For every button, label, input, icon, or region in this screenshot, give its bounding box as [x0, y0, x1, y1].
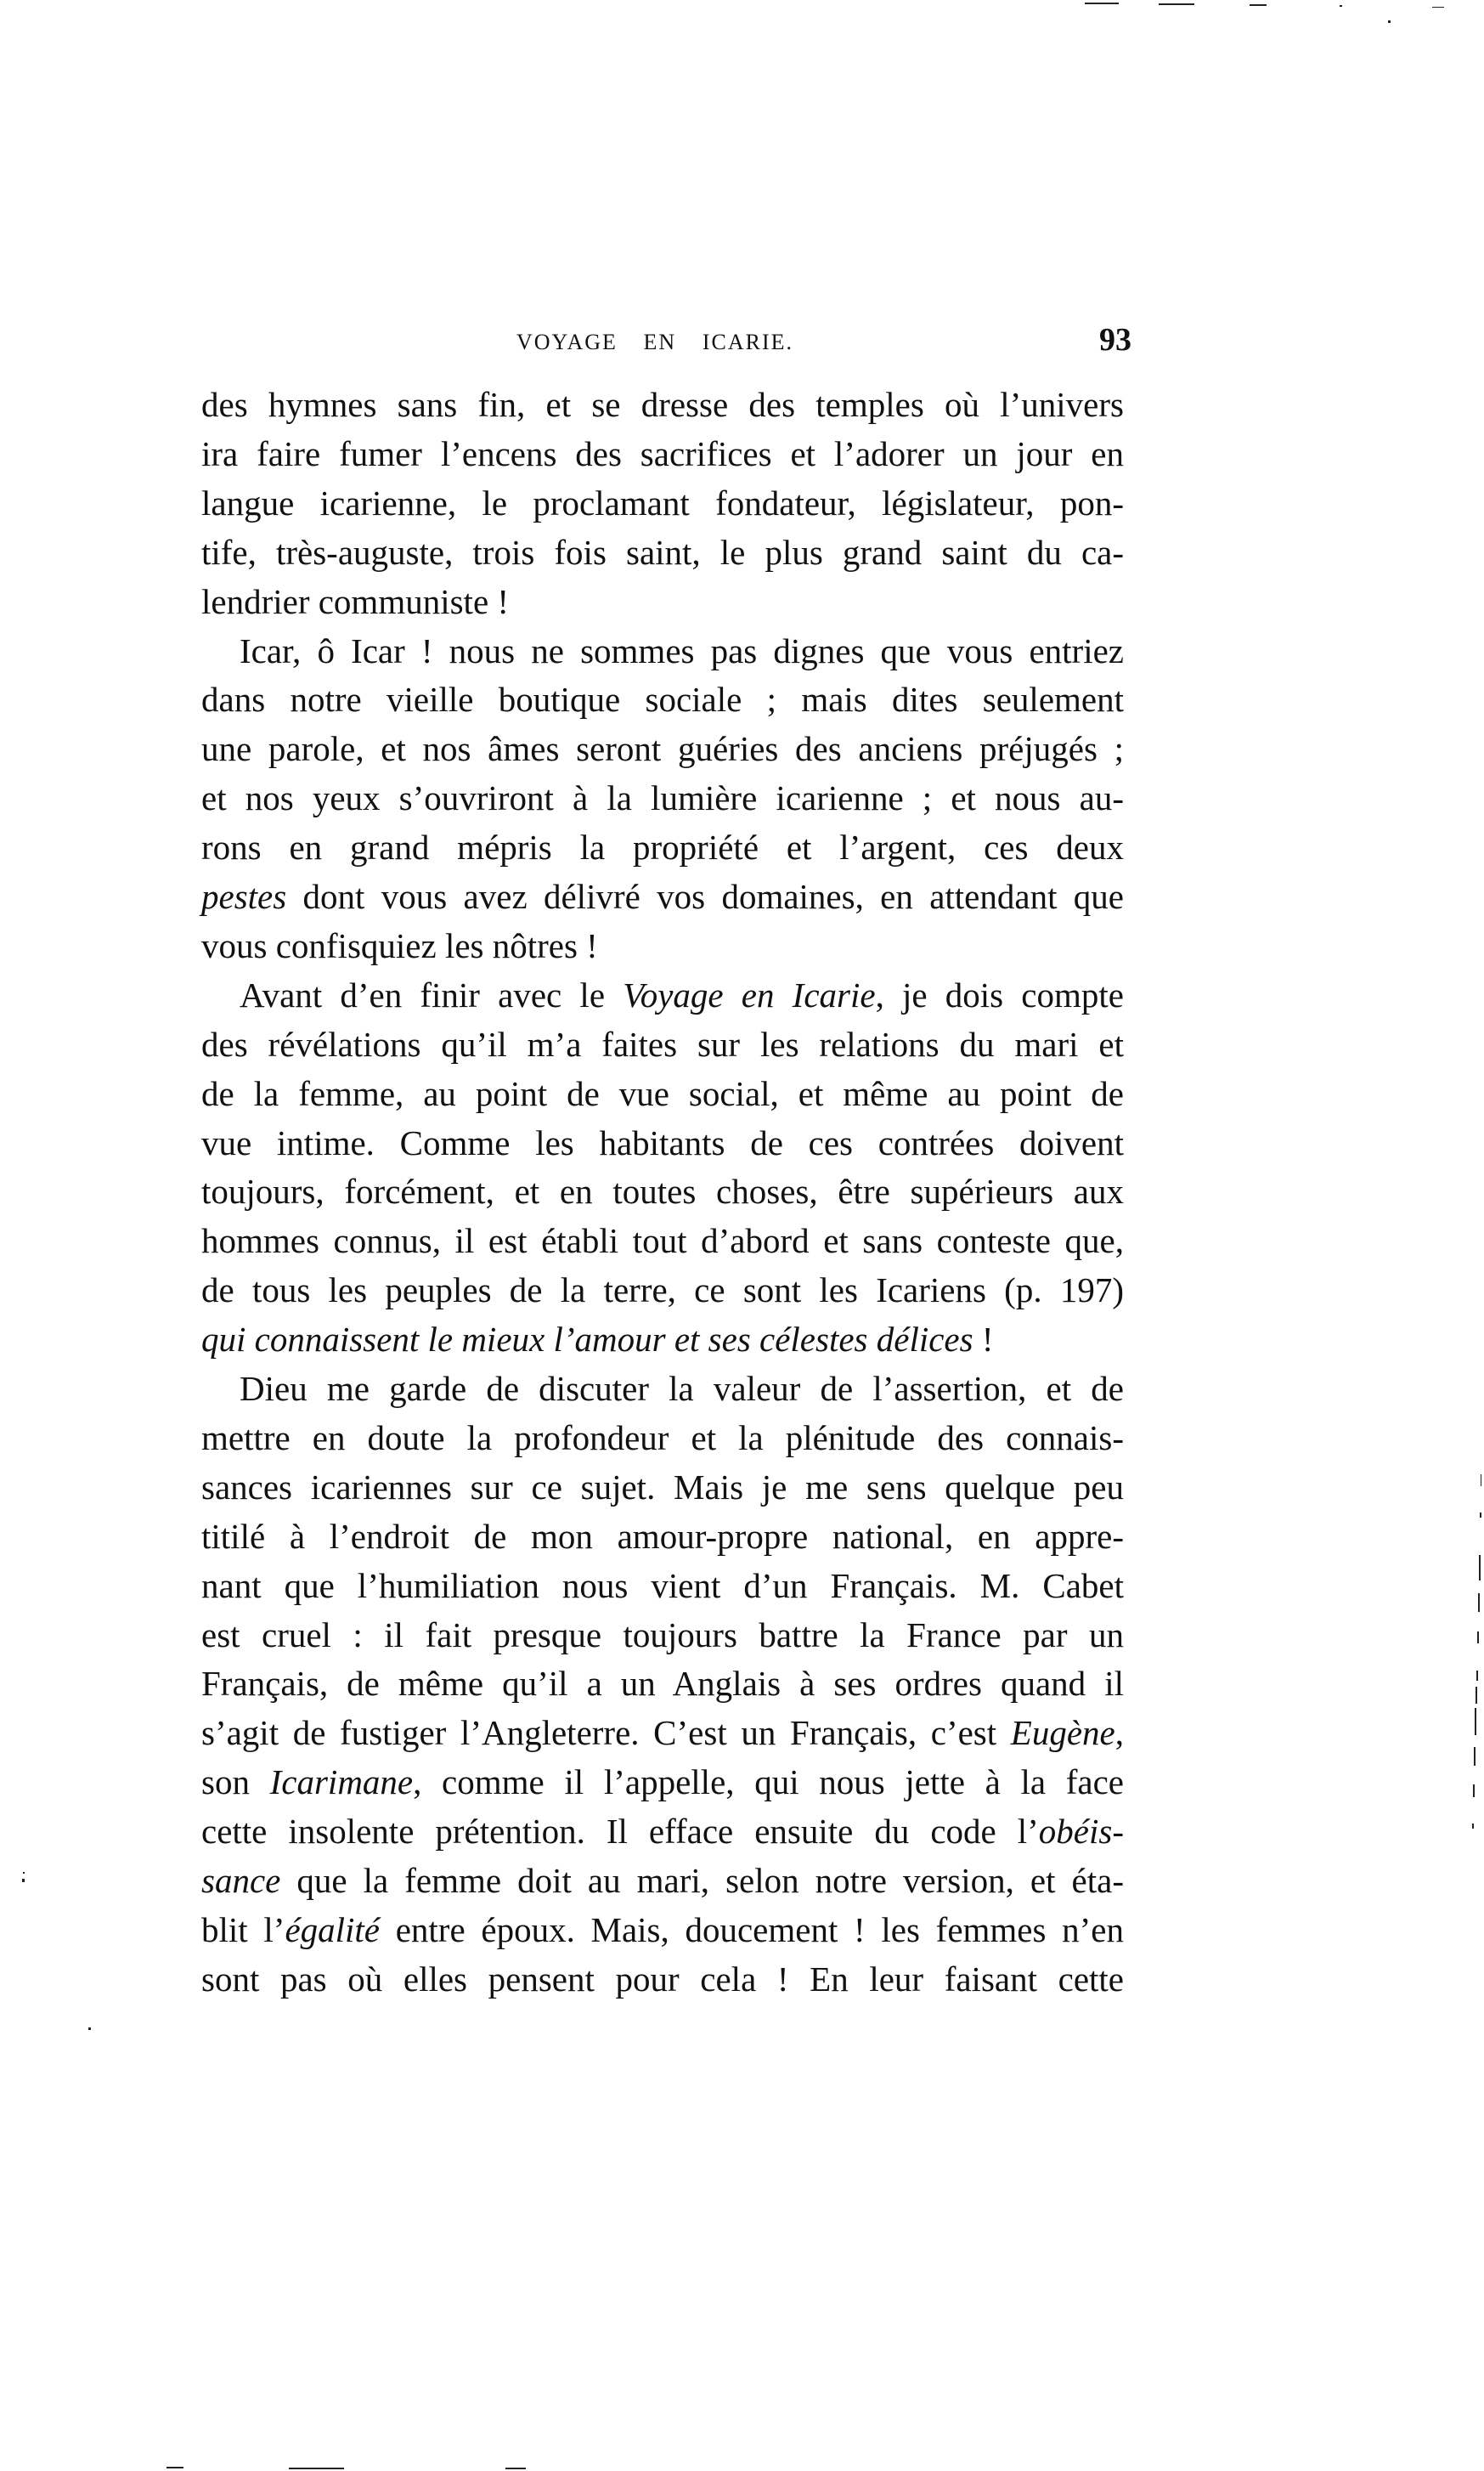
text-line	[201, 922, 1124, 970]
text-run: que la femme doit au mari, selon notre version, et éta-	[280, 1861, 1124, 1900]
text-run: lendrier communiste !	[201, 581, 510, 621]
text-run: ira faire fumer l’encens des sacrifices et l’adorer un jour en	[201, 433, 1124, 473]
italic-text: Voyage en Icarie	[623, 975, 876, 1015]
text-line	[201, 578, 1124, 625]
text-line	[201, 1709, 1124, 1756]
text-run: vous confisquiez les nôtres !	[201, 925, 598, 965]
text-run: Icar, ô Icar ! nous ne sommes pas dignes que vous entriez	[240, 630, 1124, 670]
scan-mark	[1476, 1687, 1477, 1704]
running-head-title: VOYAGE EN ICARIE.	[516, 330, 793, 354]
scan-mark	[1159, 3, 1194, 5]
scan-mark	[1480, 1513, 1481, 1518]
text-line	[201, 1562, 1124, 1609]
scan-mark	[1085, 3, 1119, 4]
italic-text: obéis-	[1038, 1812, 1124, 1852]
scan-mark	[88, 2027, 91, 2030]
text-line	[201, 1315, 1124, 1363]
text-run: vue intime. Comme les habitants de ces contrées doivent	[201, 1122, 1124, 1162]
text-run: hommes connus, il est établi tout d’abord et sans conteste que,	[201, 1221, 1124, 1261]
scan-mark	[1478, 1593, 1480, 1612]
text-run: Français, de même qu’il a un Anglais à ses ordres quand il	[201, 1664, 1124, 1704]
text-line	[201, 1513, 1124, 1560]
scan-mark	[1477, 1631, 1479, 1643]
text-line	[201, 381, 1124, 428]
text-line	[201, 1660, 1124, 1707]
text-run: cette insolente prétention. Il efface ensuite du code l’	[201, 1812, 1039, 1852]
text-line	[240, 971, 1124, 1019]
text-line	[201, 1807, 1124, 1855]
text-line	[201, 1070, 1124, 1117]
text-line	[201, 1119, 1124, 1167]
page-number: 93	[1099, 322, 1131, 358]
text-line	[201, 479, 1124, 527]
text-run: ,	[1114, 1713, 1124, 1753]
scan-mark	[1472, 1824, 1474, 1829]
text-run: mettre en doute la profondeur et la plénitude des connais-	[201, 1417, 1124, 1457]
text-run: dans notre vieille boutique sociale ; mais dites seulement	[201, 680, 1124, 720]
text-line	[201, 725, 1124, 772]
text-run: rons en grand mépris la propriété et l’argent, ces deux	[201, 828, 1124, 868]
text-run: sont pas où elles pensent pour cela ! En leur faisant cette	[201, 1959, 1124, 1999]
italic-text: pestes	[201, 877, 287, 916]
text-run: de tous les peuples de la terre, ce sont les Icariens (p. 197)	[201, 1270, 1124, 1310]
text-run: est cruel : il fait presque toujours battre la France par un	[201, 1614, 1124, 1654]
scan-mark	[22, 1879, 25, 1882]
text-line	[201, 774, 1124, 822]
text-run: son	[201, 1762, 270, 1802]
scan-mark	[1432, 7, 1444, 8]
scan-mark	[1476, 1671, 1478, 1681]
text-run: s’agit de fustiger l’Angleterre. C’est un Français, c’est	[201, 1713, 1011, 1753]
text-run: sances icariennes sur ce sujet. Mais je me sens quelque peu	[201, 1467, 1124, 1507]
text-line	[201, 430, 1124, 478]
text-line	[201, 823, 1124, 871]
scan-mark	[23, 1872, 25, 1874]
text-run: entre époux. Mais, doucement ! les femmes n’en	[380, 1909, 1125, 1949]
italic-text: égalité	[285, 1909, 381, 1949]
italic-text: Eugène	[1010, 1713, 1115, 1753]
text-run: Avant d’en finir avec le	[240, 975, 624, 1015]
scan-mark	[1475, 1708, 1476, 1735]
text-run: des hymnes sans fin, et se dresse des temples où l’univers	[201, 385, 1124, 424]
scan-mark	[166, 2467, 183, 2468]
text-run: !	[973, 1320, 994, 1360]
scan-mark	[505, 2468, 526, 2469]
scan-mark	[1479, 1555, 1481, 1580]
text-run: , je dois compte	[875, 975, 1124, 1015]
scan-mark	[1340, 5, 1342, 7]
text-line	[240, 1365, 1124, 1412]
text-line	[201, 1906, 1124, 1954]
text-line	[201, 1414, 1124, 1462]
italic-text: sance	[201, 1861, 281, 1900]
text-run: tife, très-auguste, trois fois saint, le plus grand saint du ca-	[201, 532, 1124, 572]
text-line	[201, 1266, 1124, 1314]
scan-mark	[289, 2468, 344, 2469]
text-run: , comme il l’appelle, qui nous jette à la face	[413, 1762, 1124, 1802]
text-line	[201, 676, 1124, 723]
text-run: et nos yeux s’ouvriront à la lumière icarienne ; et nous au-	[201, 778, 1124, 818]
text-run: une parole, et nos âmes seront guéries des anciens préjugés ;	[201, 729, 1124, 769]
text-run: Dieu me garde de discuter la valeur de l’assertion, et de	[240, 1369, 1124, 1408]
scan-mark	[1250, 4, 1267, 6]
text-line	[201, 1955, 1124, 2003]
text-line	[201, 1857, 1124, 1904]
text-run: des révélations qu’il m’a faites sur les relations du mari et	[201, 1024, 1124, 1064]
text-line	[201, 1758, 1124, 1806]
text-line	[201, 1021, 1124, 1068]
text-line	[240, 627, 1124, 675]
text-line	[201, 873, 1124, 920]
italic-text: qui connaissent le mieux l’amour et ses célestes délices	[201, 1320, 973, 1360]
scan-mark	[1388, 20, 1391, 23]
text-run: blit l’	[201, 1909, 285, 1949]
text-line	[201, 1217, 1124, 1264]
text-run: langue icarienne, le proclamant fondateur, législateur, pon-	[201, 483, 1124, 523]
text-run: titilé à l’endroit de mon amour-propre national, en appre-	[201, 1516, 1124, 1556]
text-run: de la femme, au point de vue social, et même au point de	[201, 1073, 1124, 1113]
scan-mark	[1474, 1747, 1476, 1766]
text-line	[201, 1611, 1124, 1659]
scan-mark	[1473, 1784, 1475, 1797]
text-run: toujours, forcément, et en toutes choses, être supérieurs aux	[201, 1172, 1124, 1212]
italic-text: Icarimane	[269, 1762, 414, 1802]
text-line	[201, 1463, 1124, 1511]
text-run: nant que l’humiliation nous vient d’un Français. M. Cabet	[201, 1565, 1124, 1605]
text-line	[201, 529, 1124, 576]
text-run: dont vous avez délivré vos domaines, en attendant que	[286, 877, 1124, 916]
text-line	[201, 1168, 1124, 1215]
